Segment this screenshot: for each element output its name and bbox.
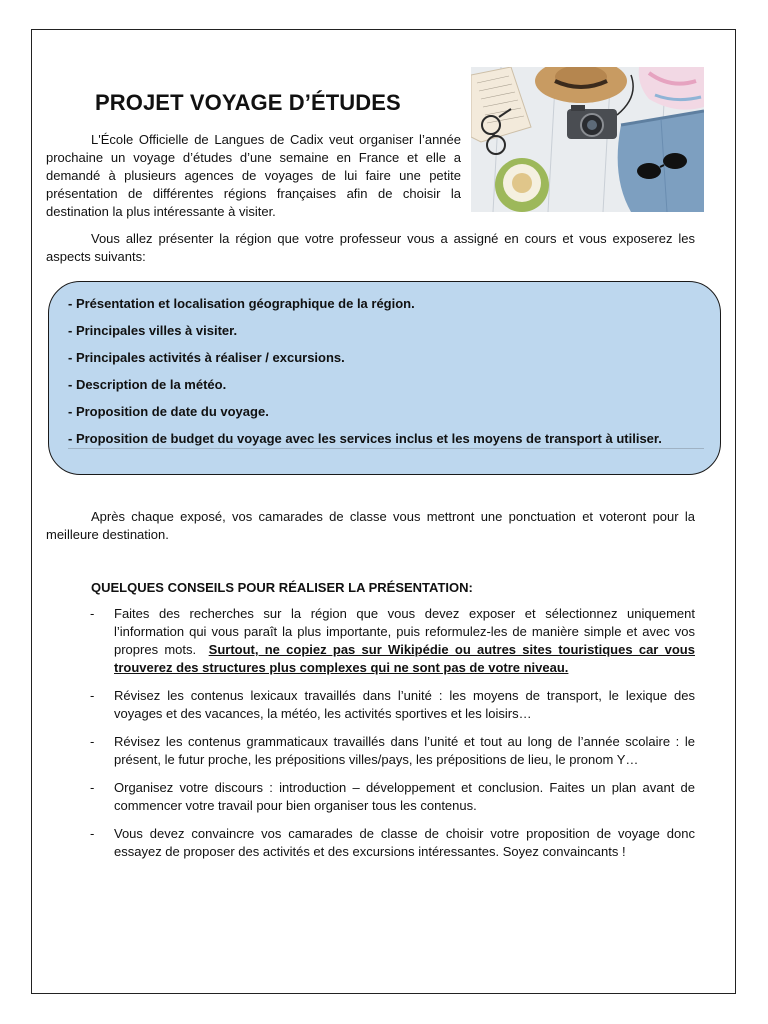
- wikipedia-warning: Surtout, ne copiez pas sur Wikipédie ou autres sites touristiques car vous trouverez des structures plus complexes qui ne sont pas de votre niveau.: [114, 642, 695, 675]
- advice-item: [90, 825, 695, 861]
- advice-item: [90, 687, 695, 723]
- list-dash: -: [90, 734, 95, 749]
- denim-shorts-image: [618, 111, 704, 212]
- list-dash: -: [90, 688, 95, 703]
- advice-text: Révisez les contenus lexicaux travaillés dans l’unité : les moyens de transport, le lexique des voyages et des vacances, la météo, les activités sportives et les loisirs…: [114, 688, 695, 721]
- intro-text: L'École Officielle de Langues de Cadix veut organiser l’année prochaine un voyage d’études d’une semaine en France et elle a demandé à plusieurs agences de voyages de lui faire une petite présentation de différentes régions françaises afin de choisir la destination la plus intéressante à visiter.: [46, 132, 461, 219]
- advice-text: Révisez les contenus grammaticaux travaillés dans l’unité et tout au long de l’année scolaire : le présent, le futur proche, les prépositions villes/pays, les prépositions de lieu, le pronom Y…: [114, 734, 695, 767]
- advice-text: Organisez votre discours : introduction – développement et conclusion. Faites un plan avant de commencer votre travail pour bien organiser tous les contenus.: [114, 780, 695, 813]
- advice-item: [90, 779, 695, 815]
- requirement-item: - Principales activités à réaliser / excursions.: [68, 350, 345, 365]
- requirements-box: [48, 281, 721, 475]
- requirement-item: - Description de la météo.: [68, 377, 227, 392]
- requirements-list: [68, 295, 704, 449]
- intro-paragraph: [46, 131, 461, 221]
- list-dash: -: [90, 826, 95, 841]
- requirement-item: - Proposition de date du voyage.: [68, 404, 269, 419]
- advice-item: [90, 733, 695, 769]
- instructions-paragraph: [46, 230, 695, 266]
- requirement-item: - Proposition de budget du voyage avec les services inclus et les moyens de transport à utiliser.: [68, 430, 704, 449]
- voting-paragraph: [46, 508, 695, 544]
- list-dash: -: [90, 780, 95, 795]
- advice-heading: QUELQUES CONSEILS POUR RÉALISER LA PRÉSENTATION:: [91, 580, 473, 595]
- advice-item: [90, 605, 695, 677]
- instructions-text: Vous allez présenter la région que votre professeur vous a assigné en cours et vous exposerez les aspects suivants:: [46, 231, 695, 264]
- requirement-item: - Principales villes à visiter.: [68, 323, 238, 338]
- advice-text: Vous devez convaincre vos camarades de classe de choisir votre proposition de voyage donc essayez de proposer des activités et des excursions intéressantes. Soyez convaincants !: [114, 826, 695, 859]
- coconut-drink-image: [495, 158, 549, 212]
- advice-list: [90, 605, 695, 871]
- requirement-item: - Présentation et localisation géographique de la région.: [68, 296, 415, 311]
- travel-flatlay-photo: [471, 67, 704, 212]
- voting-text: Après chaque exposé, vos camarades de classe vous mettront une ponctuation et voteront pour la meilleure destination.: [46, 509, 695, 542]
- advice-text: Faites des recherches sur la région que vous devez exposer et sélectionnez uniquement l’information qui vous paraît la plus importante, puis reformulez-les de manière simple et avec vos propres mots.: [114, 606, 695, 657]
- document-title: PROJET VOYAGE D’ÉTUDES: [95, 90, 401, 115]
- list-dash: -: [90, 606, 95, 621]
